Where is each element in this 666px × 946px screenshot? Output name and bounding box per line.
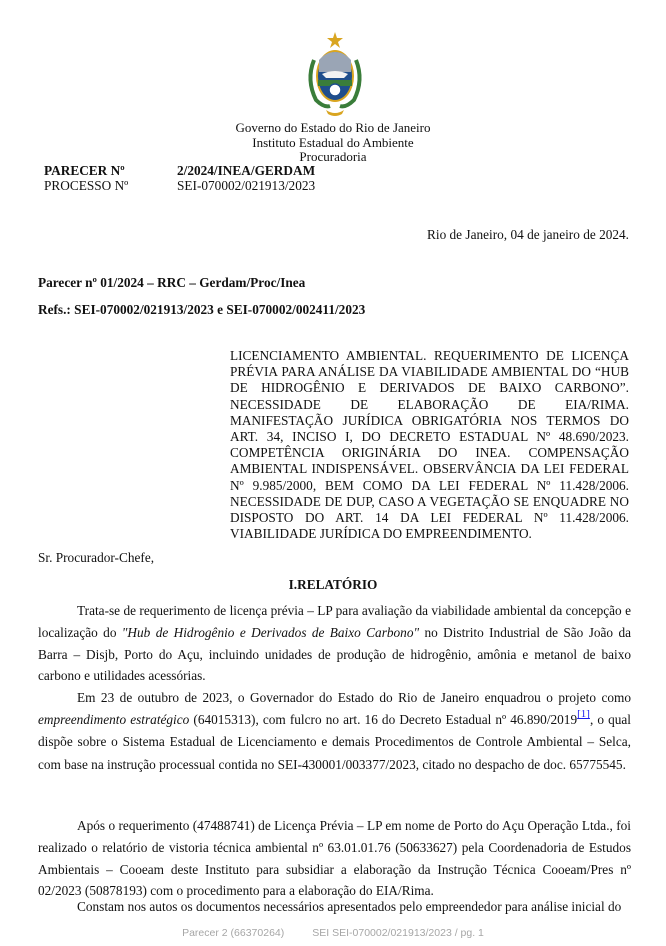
header-line-government: Governo do Estado do Rio de Janeiro — [235, 120, 431, 135]
paragraph-3: Após o requerimento (47488741) de Licença Prévia – LP em nome de Porto do Açu Operação Ltda., foi realizado o relatório de vistoria técnica ambiental nº 63.01.01.76 (50633627) pela Coordenadoria de Estudos Ambientais – Cooeam deste Instituto para subsidiar a elaboração da Instrução Técnica Cooeam/Pres nº 02/2023 (50878193) com o procedimento para a elaboração do EIA/Rima. — [38, 818, 631, 899]
processo-label: PROCESSO Nº — [44, 178, 129, 193]
date-line: Rio de Janeiro, 04 de janeiro de 2024. — [427, 227, 629, 242]
parecer-number: 2/2024/INEA/GERDAM — [177, 163, 316, 178]
footer-document-id: Parecer 2 (66370264) — [182, 927, 285, 939]
paragraph-1-text: Trata-se de requerimento de licença prévia – LP para avaliação da viabilidade ambiental da concepção e localização do — [38, 603, 631, 640]
government-header — [200, 121, 466, 165]
footnote-link-1[interactable]: [1] — [577, 708, 590, 721]
project-name-italic: "Hub de Hidrogênio e Derivados de Baixo Carbono" — [121, 624, 420, 640]
salutation: Sr. Procurador-Chefe, — [38, 550, 155, 565]
processo-row — [44, 178, 315, 193]
ementa-summary: LICENCIAMENTO AMBIENTAL. REQUERIMENTO DE LICENÇA PRÉVIA PARA ANÁLISE DA VIABILIDADE AMBIENTAL DO “HUB DE HIDROGÊNIO E DERIVADOS DE BAIXO CARBONO”. NECESSIDADE DE ELABORAÇÃO DE EIA/RIMA. MANIFESTAÇÃO JURÍDICA OBRIGATÓRIA NOS TERMOS DO ART. 34, INCISO I, DO DECRETO ESTADUAL Nº 48.690/2023. COMPETÊNCIA ORIGINÁRIA DO INEA. COMPENSAÇÃO AMBIENTAL INDISPENSÁVEL. OBSERVÂNCIA DA LEI FEDERAL Nº 9.985/2000, BEM COMO DA LEI FEDERAL Nº 11.428/2006. NECESSIDADE DE DUP, CASO A VEGETAÇÃO SE ENQUADRE NO DISPOSTO DO ART. 14 DA LEI FEDERAL Nº 11.428/2006. VIABILIDADE JURÍDICA DO EMPREENDIMENTO. — [230, 348, 629, 542]
page-footer — [0, 927, 666, 939]
parecer-row — [44, 163, 315, 178]
paragraph-1-text-end: no Distrito Industrial de São João da Barra – Disjb, Porto do Açu, incluindo unidades de produção de hidrogênio, amônia e metanol de baixo carbono e utilidades acessórias. — [38, 624, 631, 684]
footer-page-reference: SEI SEI-070002/021913/2023 / pg. 1 — [312, 927, 484, 939]
paragraph-2-text-end: , o qual dispõe sobre o Sistema Estadual de Licenciamento e demais Procedimentos de Controle Ambiental – Selca, com base na instrução processual contida no SEI-430001/003377/2023, citado no despacho de doc. 65775545. — [38, 712, 631, 772]
paragraph-1 — [38, 600, 631, 687]
document-metadata — [44, 163, 315, 193]
rio-de-janeiro-coat-of-arms-icon — [300, 30, 370, 120]
paragraph-2-text-middle: (64015313), com fulcro no art. 16 do Decreto Estadual nº 46.890/2019 — [189, 712, 578, 728]
parecer-label: PARECER Nº — [44, 163, 125, 178]
strategic-enterprise-italic: empreendimento estratégico — [38, 712, 190, 728]
paragraph-4: Constam nos autos os documentos necessários apresentados pelo empreendedor para análise inicial do — [77, 899, 622, 914]
process-references: Refs.: SEI-070002/021913/2023 e SEI-070002/002411/2023 — [38, 302, 366, 317]
parecer-reference: Parecer nº 01/2024 – RRC – Gerdam/Proc/Inea — [38, 275, 306, 290]
header-line-department: Procuradoria — [299, 149, 367, 164]
paragraph-2 — [38, 687, 631, 776]
header-line-institute: Instituto Estadual do Ambiente — [252, 134, 414, 150]
paragraph-2-text: Em 23 de outubro de 2023, o Governador do Estado do Rio de Janeiro enquadrou o projeto como — [77, 690, 631, 705]
section-title-relatorio: I.RELATÓRIO — [288, 577, 378, 592]
processo-number: SEI-070002/021913/2023 — [177, 178, 316, 193]
